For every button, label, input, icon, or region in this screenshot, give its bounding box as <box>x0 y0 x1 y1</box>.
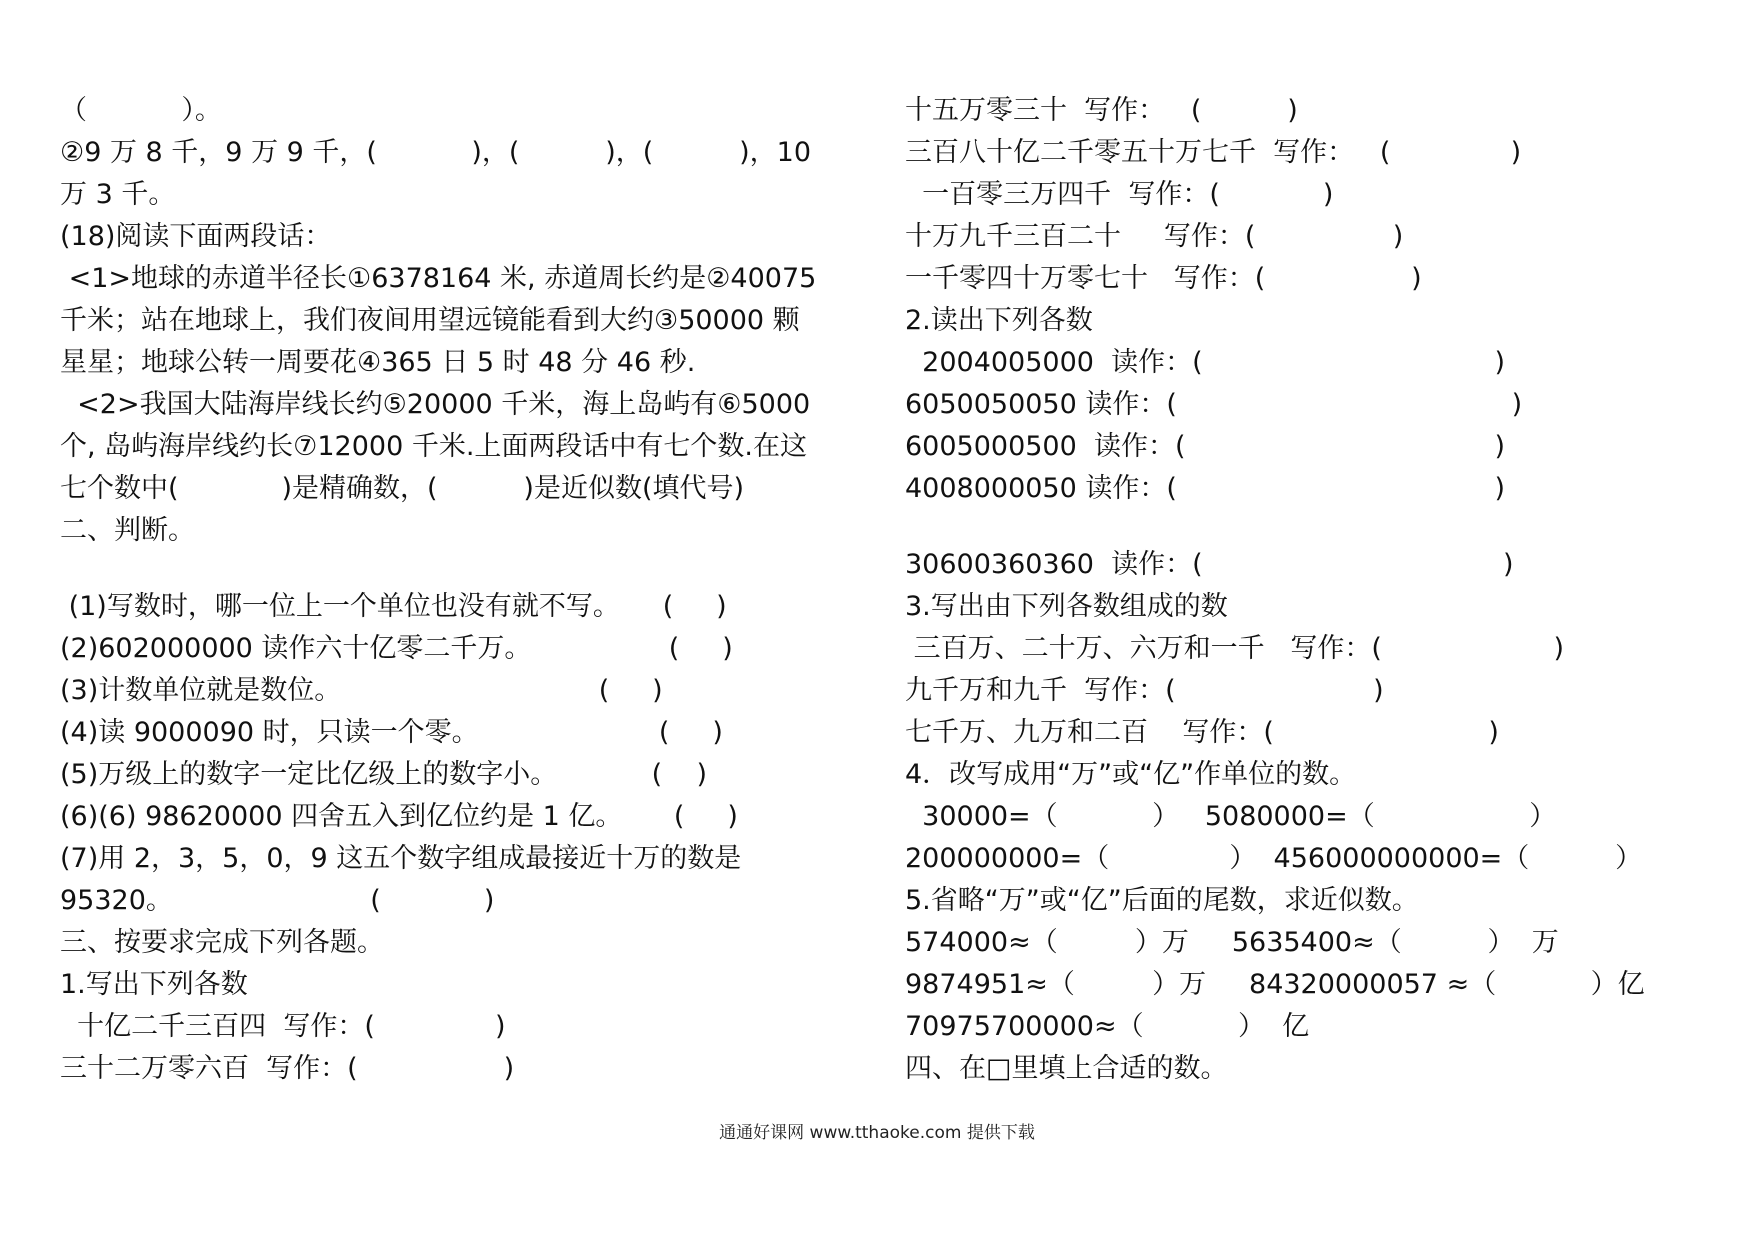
text-line: <2>我国大陆海岸线长约⑤20000 千米，海上岛屿有⑥5000 <box>60 389 811 420</box>
text-line: 一百零三万四千 写作：( ) <box>905 179 1334 210</box>
text-line: 三百万、二十万、六万和一千 写作：( ) <box>905 633 1565 664</box>
text-line: 2004005000 读作：( ) <box>905 347 1505 378</box>
footer-credit: 通通好课网 www.tthaoke.com 提供下载 <box>719 1123 1035 1143</box>
judge-item: (6)(6) 98620000 四舍五入到亿位约是 1 亿。 ( ) <box>60 801 738 832</box>
judge-item: (1)写数时，哪一位上一个单位也没有就不写。 ( ) <box>60 591 727 622</box>
text-line: 十亿二千三百四 写作：( ) <box>60 1011 506 1042</box>
text-line: 9874951≈（ ）万 84320000057 ≈（ ）亿 <box>905 969 1645 1000</box>
text-line: 个, 岛屿海岸线约长⑦12000 千米.上面两段话中有七个数.在这 <box>60 431 808 462</box>
text-line: 十万九千三百二十 写作：( ) <box>905 221 1404 252</box>
judge-item: (5)万级上的数字一定比亿级上的数字小。 ( ) <box>60 759 708 790</box>
text-line: （ ）。 <box>60 95 222 126</box>
right-column <box>905 90 1715 1090</box>
judge-item: (3)计数单位就是数位。 ( ) <box>60 675 663 706</box>
text-line: 三百八十亿二千零五十万七千 写作： ( ) <box>905 137 1522 168</box>
spacer <box>60 552 870 586</box>
text-line: <1>地球的赤道半径长①6378164 米, 赤道周长约是②40075 <box>60 263 817 294</box>
text-line: 一千零四十万零七十 写作：( ) <box>905 263 1422 294</box>
text-line: 95320。 ( ) <box>60 885 495 916</box>
text-line: 三十二万零六百 写作：( ) <box>60 1053 515 1084</box>
judge-item: (7)用 2，3，5，0，9 这五个数字组成最接近十万的数是 <box>60 843 742 874</box>
sub-heading: 4．改写成用“万”或“亿”作单位的数。 <box>905 759 1357 790</box>
sub-heading: 1.写出下列各数 <box>60 969 248 1000</box>
text-line: 200000000=（ ） 456000000000=（ ） <box>905 843 1643 874</box>
judge-item: (2)602000000 读作六十亿零二千万。 ( ) <box>60 633 733 664</box>
spacer <box>905 510 1715 544</box>
text-line: 70975700000≈（ ） 亿 <box>905 1011 1310 1042</box>
sub-heading: 2.读出下列各数 <box>905 305 1093 336</box>
sub-heading: 3.写出由下列各数组成的数 <box>905 591 1228 622</box>
section-heading: 二、判断。 <box>60 515 195 546</box>
text-line: ②9 万 8 千，9 万 9 千，( )，( )，( )，10 <box>60 137 812 168</box>
text-line: 万 3 千。 <box>60 179 176 210</box>
text-line: 6050050050 读作：( ) <box>905 389 1523 420</box>
text-line: 七个数中( )是精确数，( )是近似数(填代号) <box>60 473 745 504</box>
text-line: 30600360360 读作：( ) <box>905 549 1514 580</box>
text-line: 七千万、九万和二百 写作：( ) <box>905 717 1499 748</box>
text-line: 574000≈（ ）万 5635400≈（ ） 万 <box>905 927 1559 958</box>
text-line: 30000=（ ） 5080000=（ ） <box>905 801 1557 832</box>
left-column <box>60 90 870 1090</box>
section-heading: 四、在□里填上合适的数。 <box>905 1053 1228 1084</box>
section-heading: 三、按要求完成下列各题。 <box>60 927 384 958</box>
sub-heading: 5.省略“万”或“亿”后面的尾数，求近似数。 <box>905 885 1419 916</box>
text-line: 6005000500 读作：( ) <box>905 431 1505 462</box>
text-line: 九千万和九千 写作：( ) <box>905 675 1384 706</box>
text-line: 千米；站在地球上，我们夜间用望远镜能看到大约③50000 颗 <box>60 305 800 336</box>
text-line: (18)阅读下面两段话： <box>60 221 332 252</box>
judge-item: (4)读 9000090 时，只读一个零。 ( ) <box>60 717 723 748</box>
text-line: 星星；地球公转一周要花④365 日 5 时 48 分 46 秒. <box>60 347 696 378</box>
text-line: 十五万零三十 写作： ( ) <box>905 95 1298 126</box>
text-line: 4008000050 读作：( ) <box>905 473 1505 504</box>
